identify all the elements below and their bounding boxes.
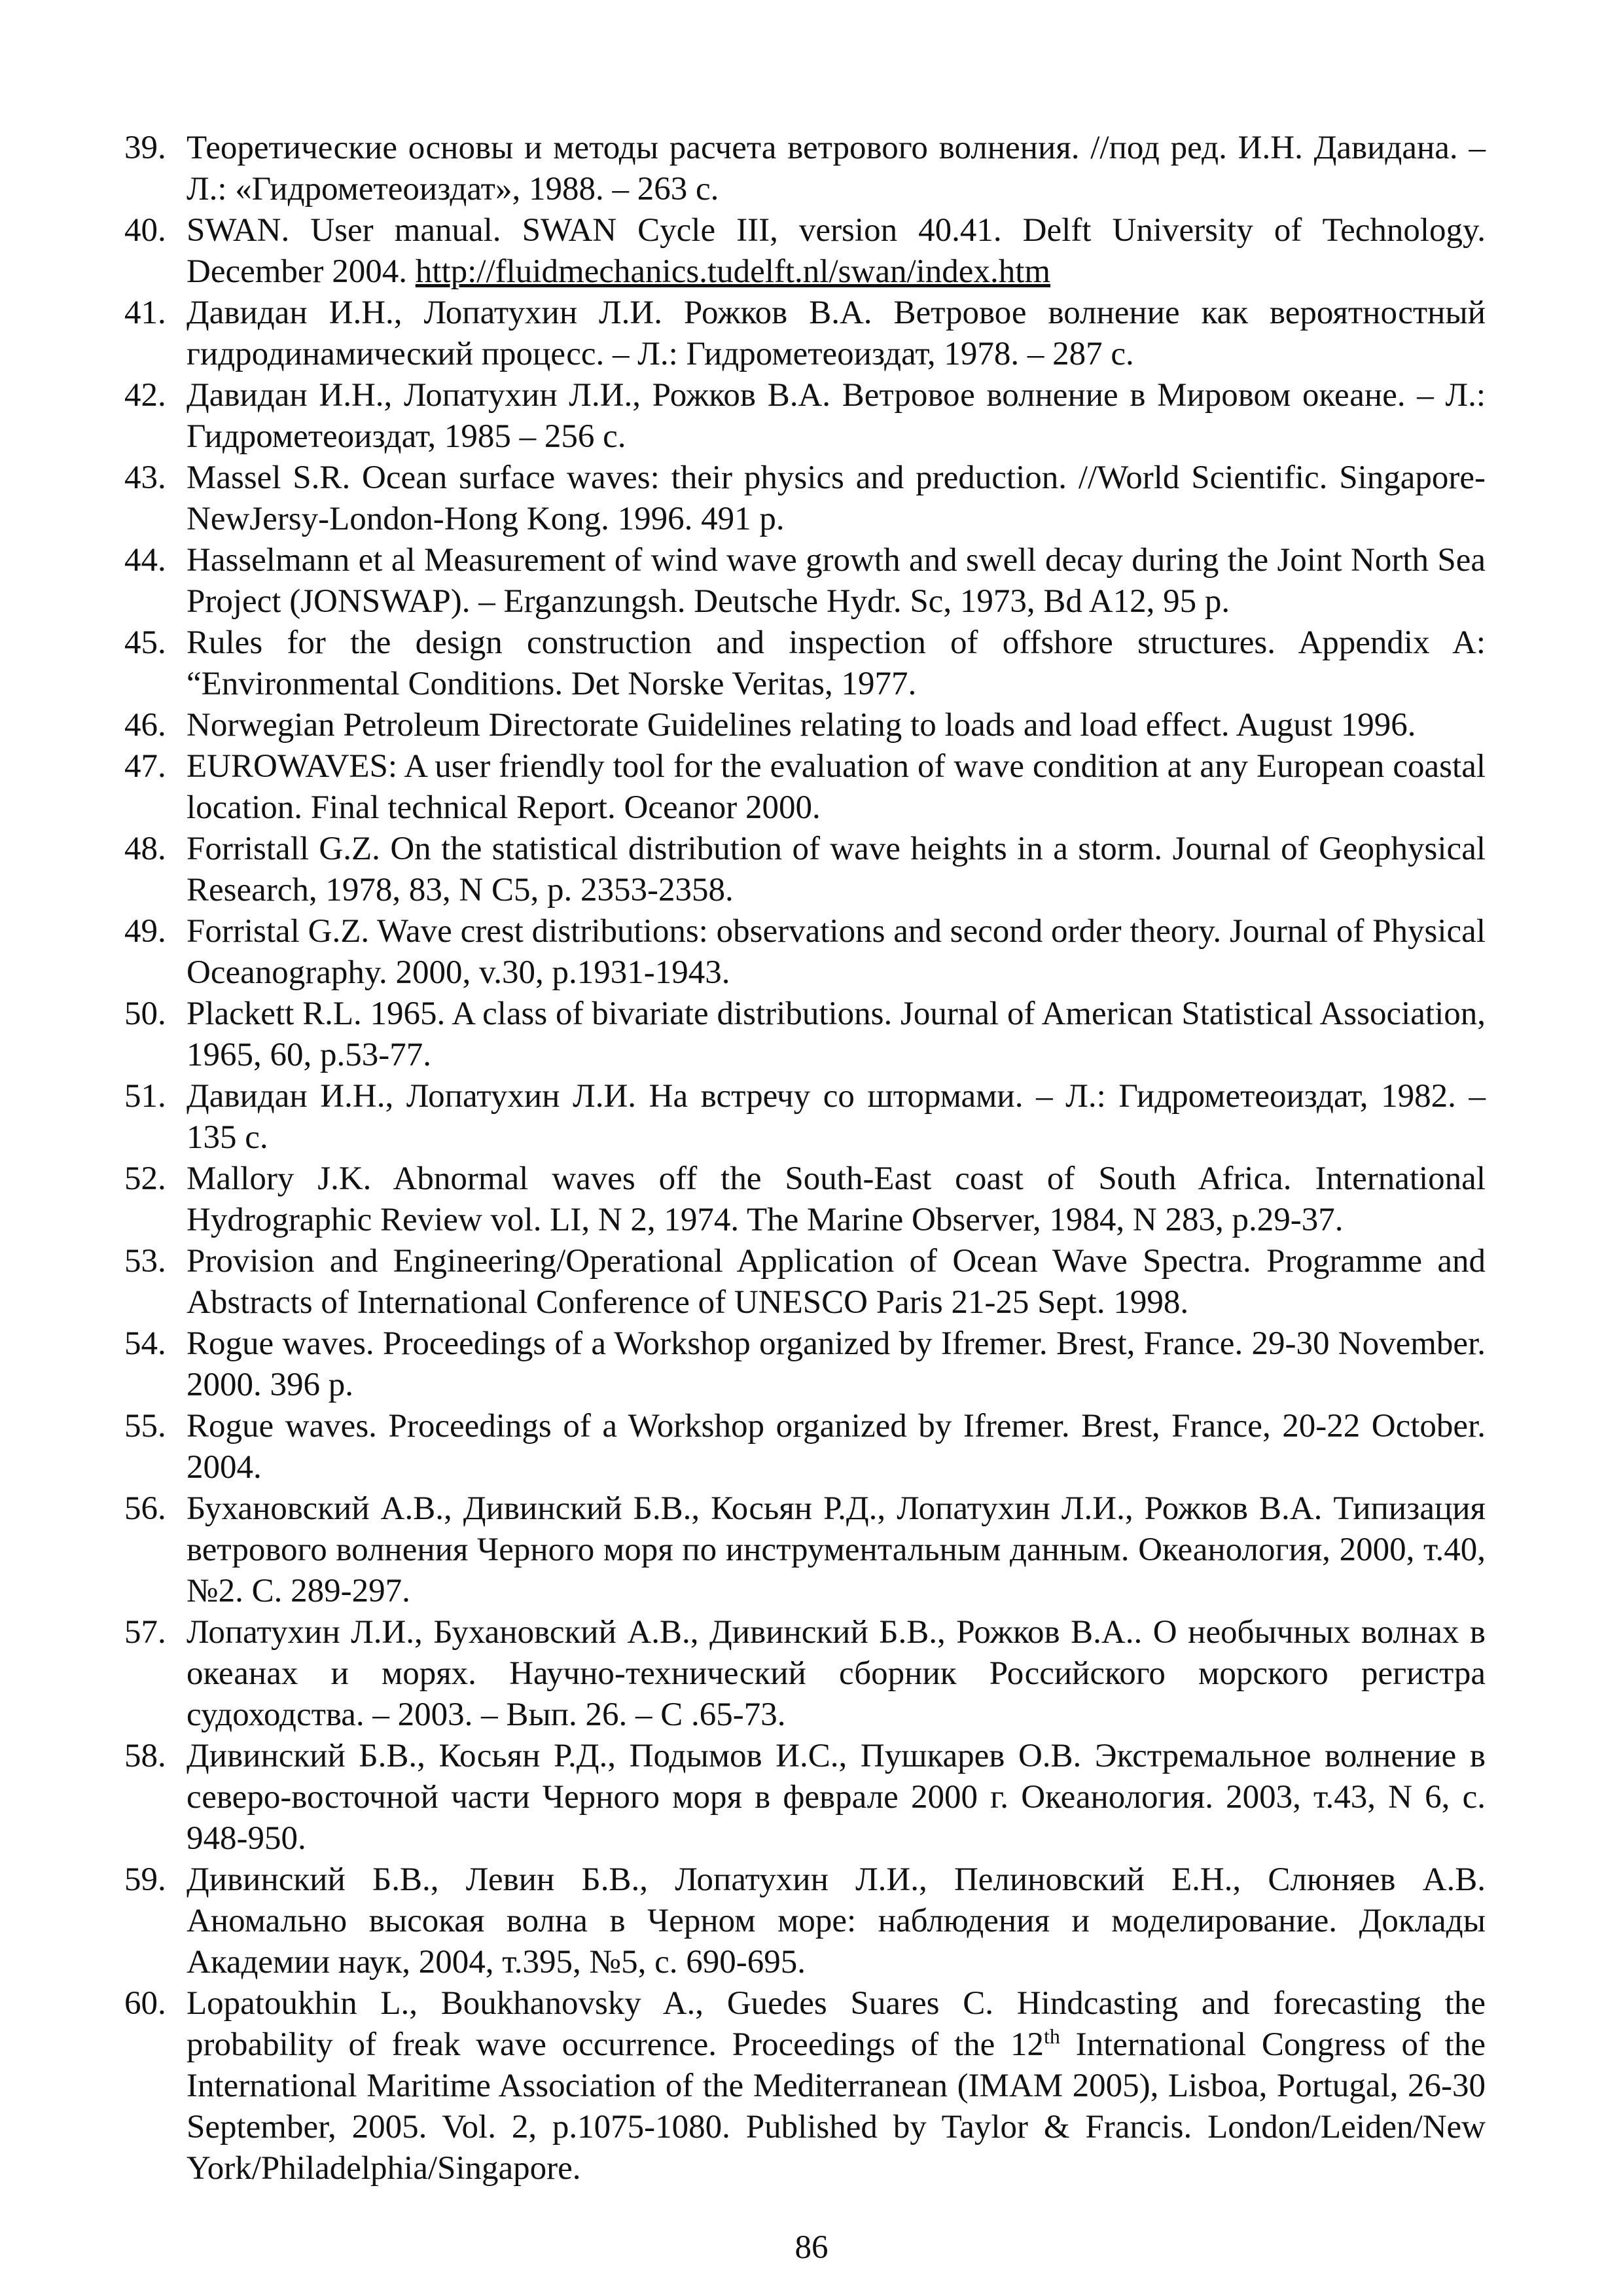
reference-text-continued: International Congress of the International Maritime Association of the Mediterranean (IMAM 2005), Lisboa, Portugal, 26-30 September, 2005. Vol. 2, p.1075-1080. Published by Taylor & Francis. London/Leiden/New York/Philadelphia/Singapore. <box>187 2026 1486 2187</box>
reference-number: 53. <box>124 1243 166 1280</box>
reference-number: 52. <box>124 1160 166 1197</box>
reference-text: Давидан И.Н., Лопатухин Л.И. На встречу со штормами. – Л.: Гидрометеоиздат, 1982. – 135 с. <box>187 1078 1486 1156</box>
reference-text: Rules for the design construction and inspection of offshore structures. Appendix A: “Environmental Conditions. Det Norske Veritas, 1977. <box>187 624 1486 702</box>
reference-text: Rogue waves. Proceedings of a Workshop organized by Ifremer. Brest, France. 29-30 November. 2000. 396 p. <box>187 1325 1486 1403</box>
reference-number: 60. <box>124 1985 166 2022</box>
reference-text: Rogue waves. Proceedings of a Workshop organized by Ifremer. Brest, France, 20-22 October. 2004. <box>187 1408 1486 1486</box>
reference-text: Бухановский А.В., Дивинский Б.В., Косьян Р.Д., Лопатухин Л.И., Рожков В.А. Типизация ветрового волнения Черного моря по инструментальным данным. Океанология, 2000, т.40, №2. С. 289-297. <box>187 1490 1486 1609</box>
superscript-th: th <box>1043 2024 1060 2048</box>
reference-number: 59. <box>124 1861 166 1898</box>
reference-text: Forristal G.Z. Wave crest distributions: observations and second order theory. Journal of Physical Oceanography. 2000, v.30, p.1931-1943. <box>187 913 1486 991</box>
reference-text: Provision and Engineering/Operational Application of Ocean Wave Spectra. Programme and Abstracts of International Conference of UNESCO Paris 21-25 Sept. 1998. <box>187 1243 1486 1321</box>
reference-number: 40. <box>124 212 166 249</box>
reference-text: Massel S.R. Ocean surface waves: their physics and preduction. //World Scientific. Singapore-NewJersy-London-Hong Kong. 1996. 491 p. <box>187 459 1486 537</box>
reference-item <box>124 1488 1486 1612</box>
reference-text: Lopatoukhin L., Boukhanovsky A., Guedes Suares C. Hindcasting and forecasting the probability of freak wave occurrence. Proceedings of the 12 <box>187 1985 1486 2063</box>
reference-item <box>124 1406 1486 1488</box>
reference-number: 43. <box>124 459 166 496</box>
reference-item <box>124 128 1486 210</box>
reference-text: Norwegian Petroleum Directorate Guidelines relating to loads and load effect. August 1996. <box>187 707 1416 744</box>
reference-number: 56. <box>124 1490 166 1527</box>
reference-text: Давидан И.Н., Лопатухин Л.И. Рожков В.А. Ветровое волнение как вероятностный гидродинамический процесс. – Л.: Гидрометеоиздат, 1978. – 287 с. <box>187 295 1486 372</box>
reference-item <box>124 1983 1486 2189</box>
reference-number: 58. <box>124 1738 166 1774</box>
reference-item <box>124 705 1486 746</box>
reference-item <box>124 911 1486 994</box>
reference-item <box>124 1076 1486 1158</box>
reference-item <box>124 622 1486 705</box>
reference-item <box>124 375 1486 457</box>
reference-text: Дивинский Б.В., Косьян Р.Д., Подымов И.С., Пушкарев О.В. Экстремальное волнение в северо-восточной части Черного моря в феврале 2000 г. Океанология. 2003, т.43, N 6, с. 948-950. <box>187 1738 1486 1857</box>
reference-item <box>124 1158 1486 1241</box>
reference-text: EUROWAVES: A user friendly tool for the evaluation of wave condition at any European coastal location. Final technical Report. Oceanor 2000. <box>187 748 1486 826</box>
reference-number: 48. <box>124 831 166 867</box>
reference-text: Forristall G.Z. On the statistical distribution of wave heights in a storm. Journal of Geophysical Research, 1978, 83, N C5, p. 2353-2358. <box>187 831 1486 908</box>
reference-text: Лопатухин Л.И., Бухановский А.В., Дивинский Б.В., Рожков В.А.. О необычных волнах в океанах и морях. Научно-технический сборник Российского морского регистра судоходства. – 2003. – Вып. 26. – С .65-73. <box>187 1614 1486 1733</box>
reference-number: 50. <box>124 996 166 1032</box>
reference-item <box>124 746 1486 829</box>
reference-item <box>124 829 1486 911</box>
reference-item <box>124 1241 1486 1323</box>
reference-number: 51. <box>124 1078 166 1115</box>
reference-text: Теоретические основы и методы расчета ветрового волнения. //под ред. И.Н. Давидана. – Л.: «Гидрометеоиздат», 1988. – 263 с. <box>187 130 1486 207</box>
reference-item <box>124 540 1486 622</box>
page-number: 86 <box>794 2229 829 2266</box>
reference-number: 42. <box>124 377 166 414</box>
reference-item <box>124 994 1486 1076</box>
swan-url-link[interactable]: http://fluidmechanics.tudelft.nl/swan/index.htm <box>415 253 1051 290</box>
reference-number: 57. <box>124 1614 166 1651</box>
reference-page <box>124 128 1486 2189</box>
reference-list <box>124 128 1486 2189</box>
reference-text: Дивинский Б.В., Левин Б.В., Лопатухин Л.И., Пелиновский Е.Н., Слюняев А.В. Аномально высокая волна в Черном море: наблюдения и моделирование. Доклады Академии наук, 2004, т.395, №5, с. 690-695. <box>187 1861 1486 1981</box>
reference-number: 55. <box>124 1408 166 1444</box>
reference-number: 47. <box>124 748 166 785</box>
reference-item <box>124 1859 1486 1983</box>
reference-item <box>124 457 1486 540</box>
reference-number: 54. <box>124 1325 166 1362</box>
reference-item <box>124 1736 1486 1859</box>
reference-number: 41. <box>124 295 166 331</box>
reference-number: 46. <box>124 707 166 744</box>
reference-item <box>124 293 1486 375</box>
reference-item <box>124 210 1486 293</box>
reference-item <box>124 1323 1486 1406</box>
reference-text: Давидан И.Н., Лопатухин Л.И., Рожков В.А. Ветровое волнение в Мировом океане. – Л.: Гидрометеоиздат, 1985 – 256 с. <box>187 377 1486 455</box>
reference-number: 44. <box>124 542 166 579</box>
reference-number: 45. <box>124 624 166 661</box>
reference-text: Hasselmann et al Measurement of wind wave growth and swell decay during the Joint North Sea Project (JONSWAP). – Erganzungsh. Deutsche Hydr. Sc, 1973, Bd A12, 95 p. <box>187 542 1486 620</box>
reference-number: 49. <box>124 913 166 950</box>
reference-number: 39. <box>124 130 166 166</box>
reference-item <box>124 1612 1486 1736</box>
reference-text: SWAN. User manual. SWAN Cycle III, version 40.41. Delft University of Technology. December 2004. <box>187 212 1486 290</box>
reference-text: Mallory J.K. Abnormal waves off the South-East coast of South Africa. International Hydrographic Review vol. LI, N 2, 1974. The Marine Observer, 1984, N 283, p.29-37. <box>187 1160 1486 1238</box>
reference-text: Plackett R.L. 1965. A class of bivariate distributions. Journal of American Statistical Association, 1965, 60, p.53-77. <box>187 996 1486 1073</box>
